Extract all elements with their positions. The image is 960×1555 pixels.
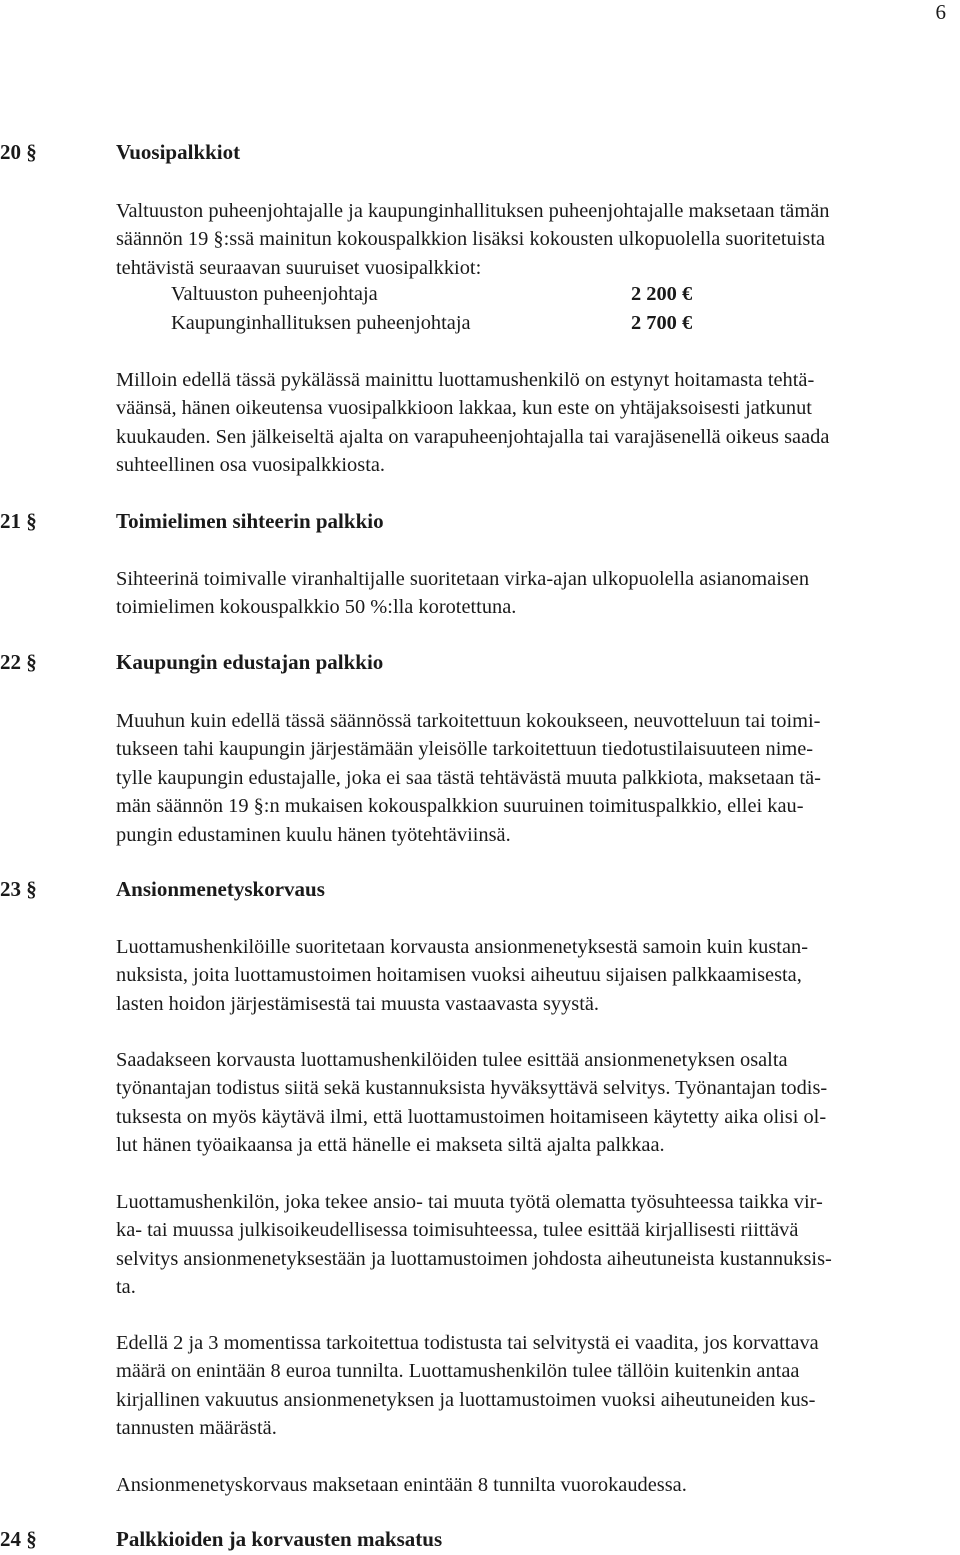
fee-name: Valtuuston puheenjohtaja — [171, 283, 378, 305]
text-line: Muuhun kuin edellä tässä säännössä tarkoitettuun kokoukseen, neuvotteluun tai toimi- — [116, 710, 821, 732]
section-title: Vuosipalkkiot — [116, 140, 241, 164]
text-line: pungin edustaminen kuulu hänen työtehtäviinsä. — [116, 823, 511, 846]
text-line: Sihteerinä toimivalle viranhaltijalle suoritetaan virka-ajan ulkopuolella asianomaisen — [116, 568, 810, 590]
text-line: lasten hoidon järjestämisestä tai muusta vastaavasta syystä. — [116, 992, 600, 1015]
section-23-paragraph-1 — [116, 933, 960, 1018]
section-number: 22 § — [0, 650, 37, 674]
fee-amount: 2 200 € — [631, 283, 693, 305]
section-23-paragraph-4 — [116, 1329, 960, 1443]
text-line: tehtävistä seuraavan suuruiset vuosipalkkiot: — [116, 256, 482, 279]
text-line: selvitys ansionmenetyksestään ja luottamustoimen johdosta aiheutuneista kustannuksis- — [116, 1247, 832, 1270]
text-line: väänsä, hänen oikeutensa vuosipalkkioon lakkaa, kun este on yhtäjaksoisesti jatkunut — [116, 397, 812, 420]
text-line: tannusten määrästä. — [116, 1417, 277, 1440]
text-line: nuksista, joita luottamustoimen hoitamisen vuoksi aiheutuu sijaisen palkkaamisesta, — [116, 964, 802, 987]
text-line: Luottamushenkilön, joka tekee ansio- tai muuta työtä olematta työsuhteessa taikka vir- — [116, 1191, 823, 1213]
text-line: määrä on enintään 8 euroa tunnilta. Luottamushenkilön tulee tällöin kuitenkin antaa — [116, 1360, 800, 1383]
section-23-paragraph-2 — [116, 1046, 960, 1160]
text-line: tukseen tahi kaupungin järjestämään yleisölle tarkoitettuun tiedotustilaisuuteen nime- — [116, 738, 814, 761]
text-line: tuksesta on myös käytävä ilmi, että luottamustoimen hoitamiseen käytetty aika olisi ol- — [116, 1105, 827, 1128]
section-title: Kaupungin edustajan palkkio — [116, 650, 384, 674]
fee-name: Kaupunginhallituksen puheenjohtaja — [171, 312, 471, 334]
text-line: suhteellinen osa vuosipalkkiosta. — [116, 454, 386, 477]
section-23-paragraph-3 — [116, 1188, 960, 1302]
text-line: kuukauden. Sen jälkeiseltä ajalta on varapuheenjohtajalla tai varajäsenellä oikeus saada — [116, 425, 830, 448]
text-line: toimielimen kokouspalkkio 50 %:lla korotettuna. — [116, 596, 517, 619]
text-line: Milloin edellä tässä pykälässä mainittu luottamushenkilö on estynyt hoitamasta tehtä- — [116, 369, 815, 391]
section-21-paragraph — [116, 565, 960, 622]
text-line: Saadakseen korvausta luottamushenkilöiden tulee esittää ansionmenetyksen osalta — [116, 1049, 788, 1071]
section-number: 20 § — [0, 140, 37, 164]
text-line: kirjallinen vakuutus ansionmenetyksen ja luottamustoimen vuoksi aiheutuneiden kus- — [116, 1388, 816, 1411]
section-title: Toimielimen sihteerin palkkio — [116, 509, 384, 533]
section-title: Ansionmenetyskorvaus — [116, 877, 325, 901]
text-line: män säännön 19 §:n mukaisen kokouspalkkion suuruinen toimituspalkkio, ellei kau- — [116, 795, 804, 818]
text-line: ka- tai muussa julkisoikeudellisessa toimisuhteessa, tulee esittää kirjallisesti riittävä — [116, 1219, 799, 1242]
text-line: Ansionmenetyskorvaus maksetaan enintään 8 tunnilta vuorokaudessa. — [116, 1474, 687, 1496]
fee-amount: 2 700 € — [631, 312, 693, 334]
section-22-paragraph — [116, 707, 960, 849]
text-line: Luottamushenkilöille suoritetaan korvausta ansionmenetyksestä samoin kuin kustan- — [116, 936, 809, 958]
section-23-paragraph-5 — [116, 1471, 960, 1499]
text-line: säännön 19 §:ssä mainitun kokouspalkkion lisäksi kokousten ulkopuolella suoritetuista — [116, 228, 826, 251]
text-line: tylle kaupungin edustajalle, joka ei saa tästä tehtävästä muuta palkkiota, maksetaan tä- — [116, 766, 821, 789]
text-line: Valtuuston puheenjohtajalle ja kaupunginhallituksen puheenjohtajalle maksetaan tämän — [116, 200, 830, 222]
page-number: 6 — [935, 0, 946, 24]
section-20-intro — [116, 197, 960, 282]
section-number: 24 § — [0, 1527, 37, 1551]
text-line: ta. — [116, 1276, 136, 1299]
text-line: työnantajan todistus siitä sekä kustannuksista hyväksyttävä selvitys. Työnantajan todis- — [116, 1077, 828, 1100]
section-number: 23 § — [0, 877, 37, 901]
text-line: Edellä 2 ja 3 momentissa tarkoitettua todistusta tai selvitystä ei vaadita, jos korvattava — [116, 1332, 819, 1354]
text-line: lut hänen työaikaansa ja että hänelle ei makseta siltä ajalta palkkaa. — [116, 1134, 665, 1157]
section-title: Palkkioiden ja korvausten maksatus — [116, 1527, 443, 1551]
section-number: 21 § — [0, 509, 37, 533]
section-20-paragraph — [116, 366, 960, 480]
